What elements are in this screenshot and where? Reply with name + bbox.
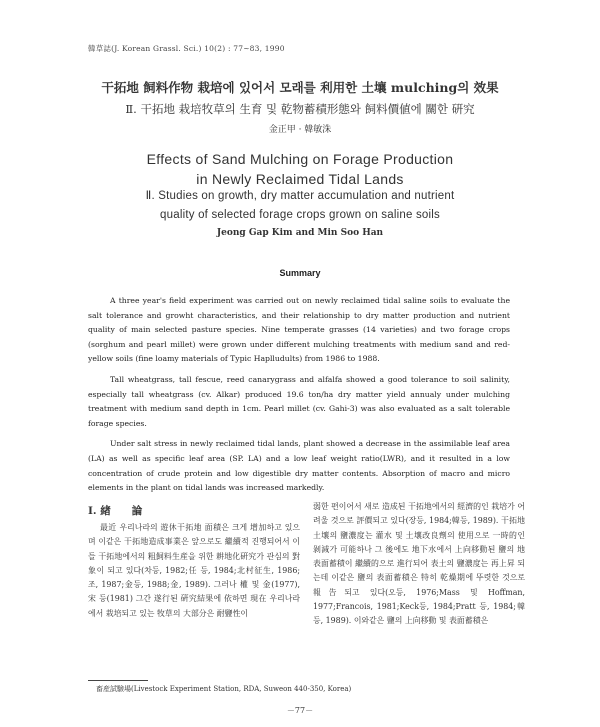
left-column	[88, 521, 300, 621]
summary-heading: Summary	[279, 268, 321, 278]
page-number: －77－	[286, 706, 314, 715]
right-column-paragraph: 弱한 편이어서 새로 造成된 干拓地에서의 經濟的인 栽培가 어려울 것으로 評價되고 있다(장등, 1984;韓등, 1989). 干拓地 土壤의 鹽濃度는 灌水 및 土壤改良劑의 使用으로 一時的인 剝減가 可能하나 그 後에도 地下水에서 上向移動된 鹽의 地表面蓄積이 繼續的으로 進行되어 表土의 鹽濃度는 再上昇 되는데 이같은 鹽의 表面蓄積은 特히 乾燥期에 뚜렷한 것으로 報告되고 있다(오등, 1976;Mass 및 Hoffman, 1977;Francois, 1981;Keck등, 1984;Pratt 등, 1984;韓등, 1989). 이와같은 鹽의 上向移動 및 表面蓄積은	[313, 502, 525, 626]
english-title-line2: in Newly Reclaimed Tidal Lands	[196, 171, 404, 187]
english-authors: Jeong Gap Kim and Min Soo Han	[216, 228, 384, 238]
korean-title: 干拓地 飼料作物 栽培에 있어서 모래를 利用한 土壤 mulching의 效果	[101, 80, 499, 95]
english-subtitle-line2: quality of selected forage crops grown on saline soils	[160, 209, 440, 221]
summary-paragraph: Under salt stress in newly reclaimed tidal lands, plant showed a decrease in the assimilable leaf area (LA) as well as specific leaf area (SP. LA) and a low leaf weight ratio(LWR), and it resulted in a low concentration of crude protein and low digestible dry matter contents. Absorption of macro and micro elements in the plant on tidal lands was increased markedly.	[88, 439, 510, 493]
korean-authors: 金正甲 · 韓敏洙	[268, 125, 332, 135]
left-column-paragraph: 最近 우리나라의 遊休干拓地 面積은 크게 增加하고 있으며 이같은 干拓地造成事業은 앞으로도 繼續적 진행되어서 이들 干拓地에서의 粗飼料生産을 위한 耕地化硏究가 관심의 對象이 되고 있다(차등, 1982;任 등, 1984;北村征生, 1986;조, 1987;金등, 1988;金, 1989). 그러나 權 및 金(1977), 宋 등(1981) 그간 遂行된 硏究結果에 依하면 現在 우리나라에서 栽培되고 있는 牧草의 大部分은 耐鹽性이	[88, 523, 300, 618]
running-head: 韓草誌(J. Korean Grassl. Sci.) 10(2) : 77~83, 1990	[88, 44, 285, 53]
english-subtitle	[0, 187, 600, 225]
english-title-line1: Effects of Sand Mulching on Forage Production	[146, 151, 454, 167]
korean-subtitle: Ⅱ. 干拓地 栽培牧草의 生育 및 乾物蓄積形態와 飼料價値에 關한 硏究	[125, 102, 475, 116]
summary-paragraph: A three year's field experiment was carried out on newly reclaimed tidal saline soils to evaluate the salt tolerance and growht characteristics, and their relationship to dry matter production and nutrient quality of main selected pasture species. Nine temperate grasses (14 varieties) and two forage crops (sorghum and pearl millet) were grown under different mulching treatments with medium sand and red-yellow soils (fine loamy materials of Typic Haplludults) from 1986 to 1988.	[88, 296, 510, 364]
english-subtitle-line1: Ⅱ. Studies on growth, dry matter accumulation and nutrient	[145, 190, 455, 202]
footnote-rule	[88, 680, 148, 681]
summary-paragraph: Tall wheatgrass, tall fescue, reed canarygrass and alfalfa showed a good tolerance to soil salinity, especially tall wheatgrass (cv. Alkar) produced 19.6 ton/ha dry matter yield annualy under mulching treatment with medium sand depth in 1cm. Pearl millet (cv. Gahi-3) was also evaluated as a salt tolerable forage species.	[88, 374, 510, 428]
summary-body	[88, 294, 510, 502]
english-title	[0, 149, 600, 189]
right-column	[313, 500, 525, 629]
footnote: 畜産試驗場(Livestock Experiment Station, RDA, Suweon 440-350, Korea)	[96, 685, 352, 693]
section-heading: Ⅰ. 緖 論	[88, 505, 143, 517]
